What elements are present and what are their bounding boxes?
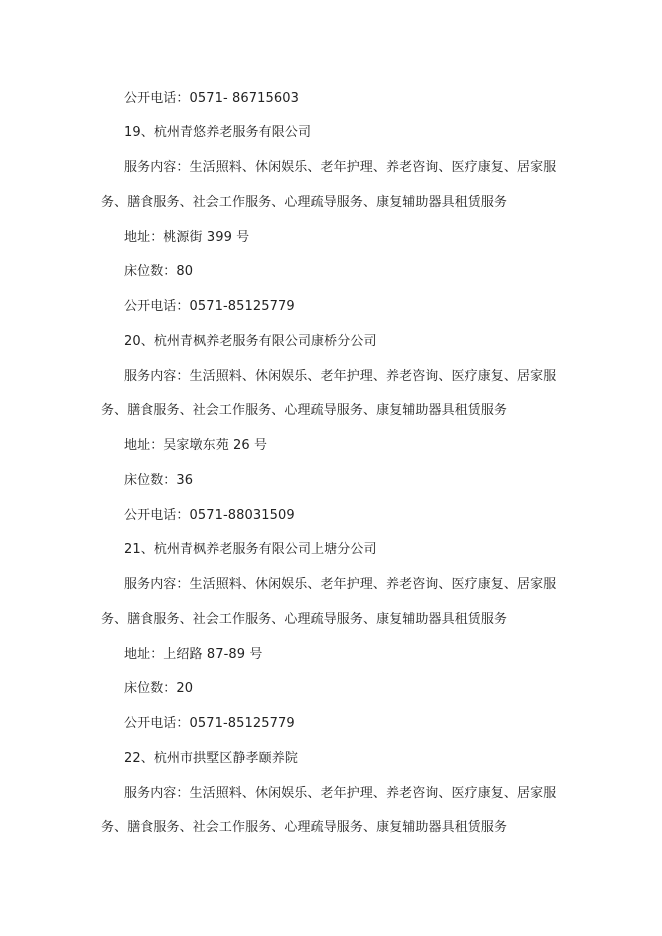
phone-line-19: 公开电话：0571-85125779 [124,299,295,314]
services-continued-19: 务、膳食服务、社会工作服务、心理疏导服务、康复辅助器具租赁服务 [101,195,508,210]
address-line-20: 地址：吴家墩东苑 26 号 [124,438,268,453]
phone-line-18: 公开电话：0571- 86715603 [124,91,299,106]
org-title-19: 19、杭州青悠养老服务有限公司 [124,125,312,140]
beds-line-20: 床位数：36 [124,473,194,488]
services-line-19: 服务内容：生活照料、休闲娱乐、老年护理、养老咨询、医疗康复、居家服 [124,160,557,175]
org-title-22: 22、杭州市拱墅区静孝颐养院 [124,751,298,766]
org-title-20: 20、杭州青枫养老服务有限公司康桥分公司 [124,334,377,349]
beds-line-19: 床位数：80 [124,264,194,279]
services-continued-21: 务、膳食服务、社会工作服务、心理疏导服务、康复辅助器具租赁服务 [101,612,508,627]
address-line-21: 地址：上绍路 87-89 号 [124,647,263,662]
services-continued-20: 务、膳食服务、社会工作服务、心理疏导服务、康复辅助器具租赁服务 [101,403,508,418]
services-line-22: 服务内容：生活照料、休闲娱乐、老年护理、养老咨询、医疗康复、居家服 [124,786,557,801]
beds-line-21: 床位数：20 [124,681,194,696]
services-continued-22: 务、膳食服务、社会工作服务、心理疏导服务、康复辅助器具租赁服务 [101,820,508,835]
phone-line-21: 公开电话：0571-85125779 [124,716,295,731]
services-line-20: 服务内容：生活照料、休闲娱乐、老年护理、养老咨询、医疗康复、居家服 [124,369,557,384]
services-line-21: 服务内容：生活照料、休闲娱乐、老年护理、养老咨询、医疗康复、居家服 [124,577,557,592]
phone-line-20: 公开电话：0571-88031509 [124,508,295,523]
address-line-19: 地址：桃源街 399 号 [124,230,250,245]
org-title-21: 21、杭州青枫养老服务有限公司上塘分公司 [124,542,377,557]
